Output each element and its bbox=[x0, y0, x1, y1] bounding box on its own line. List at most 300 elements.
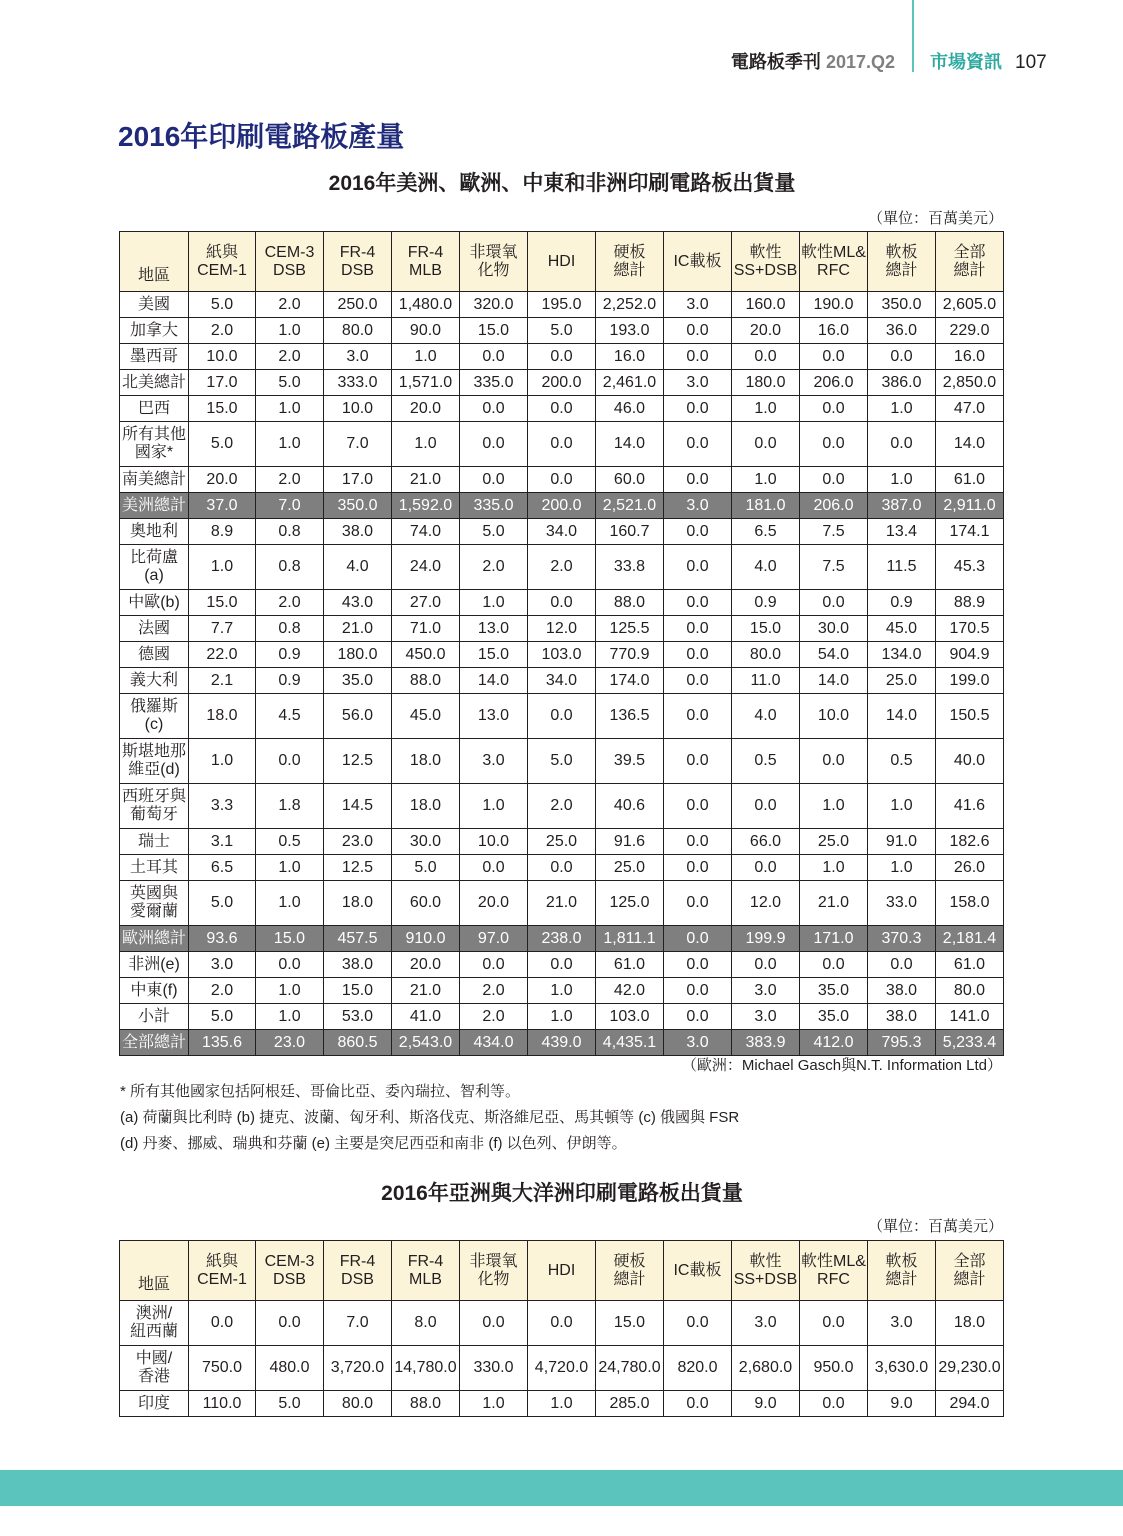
value-cell: 3.0 bbox=[664, 1030, 732, 1056]
value-cell: 54.0 bbox=[800, 642, 868, 668]
value-cell: 38.0 bbox=[868, 978, 936, 1004]
column-header-line1: 全部 bbox=[953, 1252, 986, 1270]
value-cell: 5.0 bbox=[460, 519, 528, 545]
value-cell: 5.0 bbox=[256, 1391, 324, 1417]
column-header bbox=[732, 1241, 800, 1301]
footnote-2: (a) 荷蘭與比利時 (b) 捷克、波蘭、匈牙利、斯洛伐克、斯洛維尼亞、馬其頓等 (c) 俄國與 FSR bbox=[120, 1109, 740, 1126]
value-cell: 21.0 bbox=[324, 616, 392, 642]
value-cell: 0.0 bbox=[664, 616, 732, 642]
value-cell: 0.0 bbox=[664, 694, 732, 739]
value-cell: 2,605.0 bbox=[936, 292, 1004, 318]
value-cell: 20.0 bbox=[392, 952, 460, 978]
footnote-1: * 所有其他國家包括阿根廷、哥倫比亞、委內瑞拉、智利等。 bbox=[120, 1083, 521, 1100]
value-cell: 26.0 bbox=[936, 855, 1004, 881]
region-name-line: 巴西 bbox=[137, 399, 170, 417]
value-cell: 2.0 bbox=[460, 978, 528, 1004]
value-cell: 15.0 bbox=[324, 978, 392, 1004]
region-cell bbox=[120, 493, 189, 519]
table2-title: 2016年亞洲與大洋洲印刷電路板出貨量 bbox=[381, 1182, 743, 1205]
value-cell: 135.6 bbox=[189, 1030, 256, 1056]
value-cell: 386.0 bbox=[868, 370, 936, 396]
value-cell: 0.0 bbox=[800, 1301, 868, 1346]
value-cell: 88.0 bbox=[596, 590, 664, 616]
value-cell: 34.0 bbox=[528, 519, 596, 545]
column-header-line2: 總計 bbox=[885, 1270, 918, 1288]
value-cell: 1,811.1 bbox=[596, 926, 664, 952]
value-cell: 2.0 bbox=[460, 545, 528, 590]
column-header-line2: CEM-1 bbox=[197, 261, 247, 279]
column-header-line2: DSB bbox=[273, 261, 306, 279]
value-cell: 24.0 bbox=[392, 545, 460, 590]
value-cell: 1.0 bbox=[256, 978, 324, 1004]
value-cell: 412.0 bbox=[800, 1030, 868, 1056]
value-cell: 61.0 bbox=[936, 952, 1004, 978]
region-name-line: 國家* bbox=[134, 444, 174, 461]
value-cell: 1.0 bbox=[732, 396, 800, 422]
value-cell: 2.0 bbox=[189, 978, 256, 1004]
region-name-line: 墨西哥 bbox=[129, 347, 178, 365]
column-header-line1: 非環氧 bbox=[469, 1252, 518, 1270]
value-cell: 88.0 bbox=[392, 668, 460, 694]
value-cell: 238.0 bbox=[528, 926, 596, 952]
column-header-line1: FR-4 bbox=[407, 243, 444, 261]
value-cell: 24,780.0 bbox=[596, 1346, 664, 1391]
value-cell: 93.6 bbox=[189, 926, 256, 952]
region-name-line: 歐洲總計 bbox=[121, 929, 186, 947]
value-cell: 0.0 bbox=[528, 344, 596, 370]
value-cell: 2,252.0 bbox=[596, 292, 664, 318]
column-header-line1: 非環氧 bbox=[469, 243, 518, 261]
value-cell: 1.0 bbox=[800, 784, 868, 829]
value-cell: 1.0 bbox=[256, 1004, 324, 1030]
value-cell: 11.5 bbox=[868, 545, 936, 590]
value-cell: 40.0 bbox=[936, 739, 1004, 784]
column-header-line1: 紙與 bbox=[205, 1252, 238, 1270]
column-header-line1: 軟板 bbox=[885, 243, 918, 261]
value-cell: 1.0 bbox=[256, 855, 324, 881]
table2-body bbox=[120, 1301, 1004, 1417]
value-cell: 0.0 bbox=[664, 1004, 732, 1030]
value-cell: 4.0 bbox=[324, 545, 392, 590]
value-cell: 80.0 bbox=[324, 318, 392, 344]
value-cell: 0.0 bbox=[460, 467, 528, 493]
value-cell: 15.0 bbox=[732, 616, 800, 642]
value-cell: 229.0 bbox=[936, 318, 1004, 344]
region-name-line: 香港 bbox=[137, 1368, 170, 1385]
value-cell: 0.0 bbox=[664, 344, 732, 370]
page-title: 2016年印刷電路板產量 bbox=[118, 121, 405, 152]
table-row bbox=[120, 1301, 1004, 1346]
value-cell: 15.0 bbox=[189, 396, 256, 422]
value-cell: 1.0 bbox=[528, 978, 596, 1004]
value-cell: 0.0 bbox=[460, 344, 528, 370]
region-name-line: 中國/ bbox=[135, 1350, 173, 1367]
value-cell: 1.0 bbox=[256, 396, 324, 422]
value-cell: 0.0 bbox=[664, 396, 732, 422]
value-cell: 74.0 bbox=[392, 519, 460, 545]
value-cell: 14.0 bbox=[460, 668, 528, 694]
value-cell: 6.5 bbox=[732, 519, 800, 545]
value-cell: 12.0 bbox=[732, 881, 800, 926]
value-cell: 4,435.1 bbox=[596, 1030, 664, 1056]
column-header-line2: RFC bbox=[817, 261, 850, 279]
value-cell: 182.6 bbox=[936, 829, 1004, 855]
value-cell: 199.0 bbox=[936, 668, 1004, 694]
value-cell: 25.0 bbox=[800, 829, 868, 855]
region-cell bbox=[120, 739, 189, 784]
region-name-line: 德國 bbox=[137, 645, 170, 663]
value-cell: 333.0 bbox=[324, 370, 392, 396]
value-cell: 1.0 bbox=[460, 590, 528, 616]
section-name: 市場資訊 bbox=[930, 52, 1002, 72]
column-header-line1: CEM-3 bbox=[264, 1252, 315, 1270]
value-cell: 0.0 bbox=[256, 952, 324, 978]
value-cell: 0.0 bbox=[664, 855, 732, 881]
column-header bbox=[460, 1241, 528, 1301]
value-cell: 1.0 bbox=[392, 344, 460, 370]
column-header-line2: 化物 bbox=[477, 261, 510, 279]
column-header-line2: SS+DSB bbox=[733, 1270, 798, 1288]
value-cell: 12.5 bbox=[324, 739, 392, 784]
value-cell: 45.0 bbox=[868, 616, 936, 642]
column-header bbox=[189, 1241, 256, 1301]
value-cell: 1.0 bbox=[460, 1391, 528, 1417]
value-cell: 1,480.0 bbox=[392, 292, 460, 318]
region-cell bbox=[120, 881, 189, 926]
value-cell: 15.0 bbox=[460, 318, 528, 344]
value-cell: 25.0 bbox=[868, 668, 936, 694]
value-cell: 61.0 bbox=[596, 952, 664, 978]
value-cell: 5.0 bbox=[189, 422, 256, 467]
table-row bbox=[120, 739, 1004, 784]
value-cell: 4.0 bbox=[732, 694, 800, 739]
value-cell: 40.6 bbox=[596, 784, 664, 829]
value-cell: 904.9 bbox=[936, 642, 1004, 668]
value-cell: 3.0 bbox=[732, 1301, 800, 1346]
column-header-line2: MLB bbox=[409, 1270, 442, 1288]
value-cell: 0.0 bbox=[800, 467, 868, 493]
table-row bbox=[120, 590, 1004, 616]
column-header-line2: 總計 bbox=[885, 261, 918, 279]
value-cell: 3.3 bbox=[189, 784, 256, 829]
column-header-line2: SS+DSB bbox=[733, 261, 798, 279]
value-cell: 195.0 bbox=[528, 292, 596, 318]
column-header-line2: CEM-1 bbox=[197, 1270, 247, 1288]
value-cell: 38.0 bbox=[868, 1004, 936, 1030]
value-cell: 20.0 bbox=[460, 881, 528, 926]
column-header bbox=[256, 1241, 324, 1301]
value-cell: 10.0 bbox=[189, 344, 256, 370]
value-cell: 0.0 bbox=[800, 590, 868, 616]
region-name-line: 義大利 bbox=[129, 671, 178, 689]
value-cell: 21.0 bbox=[392, 467, 460, 493]
value-cell: 66.0 bbox=[732, 829, 800, 855]
value-cell: 0.9 bbox=[256, 668, 324, 694]
value-cell: 457.5 bbox=[324, 926, 392, 952]
value-cell: 14,780.0 bbox=[392, 1346, 460, 1391]
value-cell: 43.0 bbox=[324, 590, 392, 616]
column-header bbox=[528, 232, 596, 292]
table2-unit: （單位：百萬美元） bbox=[867, 1218, 1003, 1235]
column-header-line1: CEM-3 bbox=[264, 243, 315, 261]
region-name-line: 維亞(d) bbox=[128, 761, 180, 778]
value-cell: 3.0 bbox=[324, 344, 392, 370]
column-header-line2: RFC bbox=[817, 1270, 850, 1288]
value-cell: 16.0 bbox=[936, 344, 1004, 370]
region-cell bbox=[120, 370, 189, 396]
region-cell bbox=[120, 952, 189, 978]
region-name-line: 西班牙與 bbox=[121, 788, 186, 805]
value-cell: 37.0 bbox=[189, 493, 256, 519]
value-cell: 350.0 bbox=[868, 292, 936, 318]
table-row bbox=[120, 519, 1004, 545]
value-cell: 36.0 bbox=[868, 318, 936, 344]
value-cell: 8.0 bbox=[392, 1301, 460, 1346]
value-cell: 41.0 bbox=[392, 1004, 460, 1030]
value-cell: 820.0 bbox=[664, 1346, 732, 1391]
value-cell: 171.0 bbox=[800, 926, 868, 952]
value-cell: 335.0 bbox=[460, 370, 528, 396]
region-cell bbox=[120, 668, 189, 694]
value-cell: 11.0 bbox=[732, 668, 800, 694]
region-name-line: 奧地利 bbox=[129, 522, 178, 540]
value-cell: 1.0 bbox=[868, 855, 936, 881]
value-cell: 3.0 bbox=[664, 292, 732, 318]
table-row bbox=[120, 467, 1004, 493]
value-cell: 9.0 bbox=[732, 1391, 800, 1417]
footer-band bbox=[0, 1470, 1123, 1506]
value-cell: 91.6 bbox=[596, 829, 664, 855]
value-cell: 12.0 bbox=[528, 616, 596, 642]
value-cell: 0.0 bbox=[732, 784, 800, 829]
value-cell: 14.0 bbox=[936, 422, 1004, 467]
column-header-line2: 總計 bbox=[613, 1270, 646, 1288]
value-cell: 60.0 bbox=[596, 467, 664, 493]
value-cell: 80.0 bbox=[732, 642, 800, 668]
value-cell: 21.0 bbox=[528, 881, 596, 926]
table-row bbox=[120, 344, 1004, 370]
value-cell: 1.0 bbox=[732, 467, 800, 493]
value-cell: 910.0 bbox=[392, 926, 460, 952]
value-cell: 4,720.0 bbox=[528, 1346, 596, 1391]
region-cell bbox=[120, 292, 189, 318]
value-cell: 1.0 bbox=[392, 422, 460, 467]
value-cell: 383.9 bbox=[732, 1030, 800, 1056]
value-cell: 2,680.0 bbox=[732, 1346, 800, 1391]
region-cell bbox=[120, 467, 189, 493]
value-cell: 14.0 bbox=[800, 668, 868, 694]
value-cell: 47.0 bbox=[936, 396, 1004, 422]
region-cell bbox=[120, 1391, 189, 1417]
column-header-line2: 化物 bbox=[477, 1270, 510, 1288]
region-cell bbox=[120, 694, 189, 739]
value-cell: 10.0 bbox=[324, 396, 392, 422]
value-cell: 2,521.0 bbox=[596, 493, 664, 519]
value-cell: 18.0 bbox=[392, 739, 460, 784]
value-cell: 5.0 bbox=[392, 855, 460, 881]
value-cell: 90.0 bbox=[392, 318, 460, 344]
column-header-line1: 軟性 bbox=[749, 1252, 782, 1270]
value-cell: 125.0 bbox=[596, 881, 664, 926]
column-header-line2: DSB bbox=[341, 1270, 374, 1288]
value-cell: 22.0 bbox=[189, 642, 256, 668]
column-header-line2: 總計 bbox=[953, 261, 986, 279]
value-cell: 134.0 bbox=[868, 642, 936, 668]
value-cell: 3,720.0 bbox=[324, 1346, 392, 1391]
value-cell: 0.0 bbox=[189, 1301, 256, 1346]
column-header bbox=[120, 232, 189, 292]
value-cell: 1,571.0 bbox=[392, 370, 460, 396]
value-cell: 13.0 bbox=[460, 616, 528, 642]
value-cell: 9.0 bbox=[868, 1391, 936, 1417]
region-name-line: 非洲(e) bbox=[128, 955, 180, 973]
value-cell: 20.0 bbox=[392, 396, 460, 422]
value-cell: 350.0 bbox=[324, 493, 392, 519]
magazine-name: 電路板季刊 bbox=[730, 52, 821, 72]
column-header bbox=[664, 1241, 732, 1301]
value-cell: 0.0 bbox=[664, 668, 732, 694]
value-cell: 0.0 bbox=[528, 396, 596, 422]
column-header bbox=[189, 232, 256, 292]
value-cell: 4.5 bbox=[256, 694, 324, 739]
value-cell: 150.5 bbox=[936, 694, 1004, 739]
value-cell: 285.0 bbox=[596, 1391, 664, 1417]
value-cell: 0.0 bbox=[664, 978, 732, 1004]
value-cell: 30.0 bbox=[800, 616, 868, 642]
value-cell: 950.0 bbox=[800, 1346, 868, 1391]
value-cell: 38.0 bbox=[324, 519, 392, 545]
value-cell: 2.1 bbox=[189, 668, 256, 694]
value-cell: 2.0 bbox=[256, 467, 324, 493]
value-cell: 0.5 bbox=[256, 829, 324, 855]
value-cell: 0.0 bbox=[664, 422, 732, 467]
region-cell bbox=[120, 978, 189, 1004]
value-cell: 0.0 bbox=[528, 590, 596, 616]
value-cell: 16.0 bbox=[800, 318, 868, 344]
footnote-3: (d) 丹麥、挪威、瑞典和芬蘭 (e) 主要是突尼西亞和南非 (f) 以色列、伊朗等。 bbox=[120, 1135, 627, 1152]
value-cell: 35.0 bbox=[800, 1004, 868, 1030]
value-cell: 2.0 bbox=[528, 545, 596, 590]
value-cell: 0.0 bbox=[664, 829, 732, 855]
region-cell bbox=[120, 829, 189, 855]
value-cell: 34.0 bbox=[528, 668, 596, 694]
column-header bbox=[664, 232, 732, 292]
value-cell: 199.9 bbox=[732, 926, 800, 952]
value-cell: 2.0 bbox=[256, 590, 324, 616]
value-cell: 294.0 bbox=[936, 1391, 1004, 1417]
value-cell: 0.8 bbox=[256, 519, 324, 545]
value-cell: 60.0 bbox=[392, 881, 460, 926]
value-cell: 0.0 bbox=[664, 1391, 732, 1417]
region-name-line: 所有其他 bbox=[121, 426, 186, 443]
table1-body bbox=[120, 292, 1004, 1056]
value-cell: 1.0 bbox=[800, 855, 868, 881]
value-cell: 29,230.0 bbox=[936, 1346, 1004, 1391]
value-cell: 1.0 bbox=[189, 739, 256, 784]
value-cell: 97.0 bbox=[460, 926, 528, 952]
region-name-line: (c) bbox=[144, 716, 164, 733]
table-row bbox=[120, 855, 1004, 881]
table-row bbox=[120, 784, 1004, 829]
region-cell bbox=[120, 1301, 189, 1346]
value-cell: 206.0 bbox=[800, 493, 868, 519]
value-cell: 0.5 bbox=[868, 739, 936, 784]
column-header-line1: FR-4 bbox=[339, 243, 376, 261]
region-name-line: 瑞士 bbox=[137, 832, 170, 850]
value-cell: 136.5 bbox=[596, 694, 664, 739]
value-cell: 0.0 bbox=[868, 422, 936, 467]
value-cell: 1,592.0 bbox=[392, 493, 460, 519]
region-cell bbox=[120, 1346, 189, 1391]
value-cell: 170.5 bbox=[936, 616, 1004, 642]
value-cell: 45.0 bbox=[392, 694, 460, 739]
value-cell: 7.5 bbox=[800, 519, 868, 545]
value-cell: 250.0 bbox=[324, 292, 392, 318]
value-cell: 0.0 bbox=[528, 1301, 596, 1346]
column-header bbox=[800, 232, 868, 292]
table-row bbox=[120, 694, 1004, 739]
value-cell: 25.0 bbox=[528, 829, 596, 855]
column-header-line1: 軟性 bbox=[749, 243, 782, 261]
asia-oceania-table bbox=[119, 1240, 1004, 1417]
table-row bbox=[120, 292, 1004, 318]
column-header bbox=[392, 1241, 460, 1301]
table1-source: （歐洲：Michael Gasch與N.T. Information Ltd） bbox=[681, 1057, 1002, 1074]
region-cell bbox=[120, 545, 189, 590]
value-cell: 0.0 bbox=[868, 952, 936, 978]
region-name-line: 中東(f) bbox=[130, 981, 178, 999]
table2-header-row bbox=[120, 1241, 1004, 1301]
value-cell: 2,461.0 bbox=[596, 370, 664, 396]
region-name-line: 全部總計 bbox=[121, 1033, 186, 1051]
region-name-line: 印度 bbox=[137, 1394, 170, 1412]
region-name-line: 澳洲/ bbox=[135, 1305, 173, 1322]
table-row bbox=[120, 881, 1004, 926]
column-header bbox=[392, 232, 460, 292]
column-header bbox=[936, 232, 1004, 292]
region-name-line: 紐西蘭 bbox=[129, 1323, 178, 1340]
value-cell: 14.5 bbox=[324, 784, 392, 829]
header-divider bbox=[912, 0, 914, 72]
table1-unit: （單位：百萬美元） bbox=[867, 210, 1003, 227]
value-cell: 3.0 bbox=[189, 952, 256, 978]
page-number: 107 bbox=[1015, 52, 1047, 73]
value-cell: 3.0 bbox=[868, 1301, 936, 1346]
value-cell: 18.0 bbox=[324, 881, 392, 926]
value-cell: 7.0 bbox=[324, 1301, 392, 1346]
value-cell: 1.0 bbox=[189, 545, 256, 590]
table-row bbox=[120, 1391, 1004, 1417]
table-row bbox=[120, 396, 1004, 422]
region-cell bbox=[120, 855, 189, 881]
value-cell: 0.0 bbox=[256, 739, 324, 784]
table-row bbox=[120, 829, 1004, 855]
column-header-line2: 總計 bbox=[613, 261, 646, 279]
value-cell: 15.0 bbox=[189, 590, 256, 616]
table-row bbox=[120, 926, 1004, 952]
value-cell: 1.8 bbox=[256, 784, 324, 829]
column-header bbox=[868, 1241, 936, 1301]
value-cell: 200.0 bbox=[528, 370, 596, 396]
table-row bbox=[120, 616, 1004, 642]
table-row bbox=[120, 422, 1004, 467]
column-header-line2: MLB bbox=[409, 261, 442, 279]
value-cell: 0.0 bbox=[664, 739, 732, 784]
value-cell: 46.0 bbox=[596, 396, 664, 422]
value-cell: 3.0 bbox=[664, 370, 732, 396]
region-cell bbox=[120, 519, 189, 545]
value-cell: 0.0 bbox=[664, 467, 732, 493]
